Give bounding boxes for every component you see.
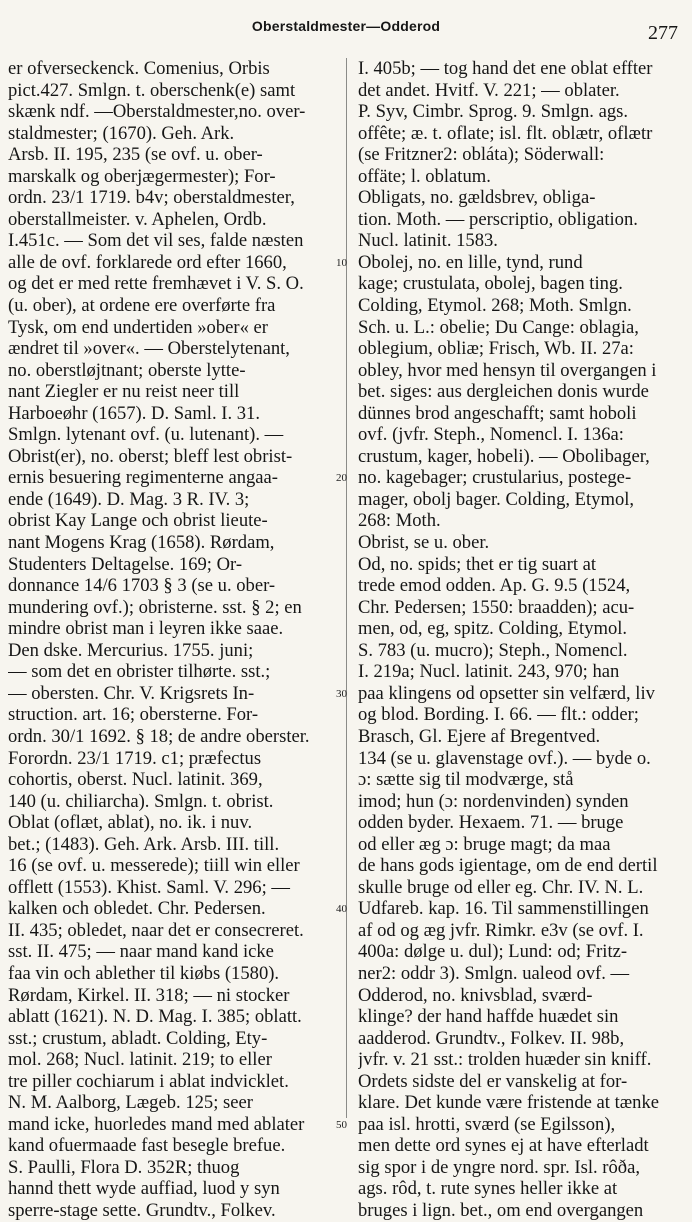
- text-line: Udfareb. kap. 16. Til sammenstillingen: [358, 898, 649, 920]
- text-line: de hans gods igientage, om de end dertil: [358, 855, 658, 877]
- text-line: I. 219a; Nucl. latinit. 243, 970; han: [358, 661, 620, 683]
- text-line: ændret til »over«. — Oberstelytenant,: [8, 338, 290, 360]
- text-line: Nucl. latinit. 1583.: [358, 230, 498, 252]
- text-line: nant Ziegler er nu reist neer till: [8, 381, 240, 403]
- text-line: nant Mogens Krag (1658). Rørdam,: [8, 532, 275, 554]
- text-line: kalken och obledet. Chr. Pedersen.: [8, 898, 266, 920]
- text-line: odden byder. Hexaem. 71. — bruge: [358, 812, 624, 834]
- text-line: ordn. 23/1 1719. b4v; oberstaldmester,: [8, 187, 295, 209]
- text-line: Obligats, no. gældsbrev, obliga-: [358, 187, 596, 209]
- line-number: 50: [336, 1118, 347, 1131]
- text-line: staldmester; (1670). Geh. Ark.: [8, 122, 235, 144]
- text-line: pict.427. Smlgn. t. oberschenk(e) samt: [8, 79, 296, 101]
- page-number: 277: [648, 22, 678, 44]
- column-rule: [346, 58, 347, 1118]
- text-line: I.451c. — Som det vil ses, falde næsten: [8, 230, 304, 252]
- text-line: og blod. Bording. I. 66. — flt.: odder;: [358, 704, 639, 726]
- text-line: Obrist(er), no. oberst; bleff lest obrist-: [8, 445, 293, 467]
- text-line: mundering ovf.); obristerne. sst. § 2; en: [8, 596, 302, 618]
- text-line: I. 405b; — tog hand det ene oblat effter: [358, 58, 653, 79]
- text-line: skulle bruge od eller eg. Chr. IV. N. L.: [358, 876, 644, 898]
- text-line: det andet. Hvitf. V. 221; — oblater.: [358, 79, 620, 101]
- text-line: tion. Moth. — perscriptio, obligation.: [358, 208, 638, 230]
- text-line: offäte; l. oblatum.: [358, 165, 491, 187]
- text-line: offête; æ. t. oflate; isl. flt. oblætr, oflætr: [358, 122, 653, 144]
- text-line: oblegium, obliæ; Frisch, Wb. II. 27a:: [358, 338, 634, 360]
- text-line: kand ofuermaade fast besegle brefue.: [8, 1135, 286, 1157]
- text-line: Brasch, Gl. Ejere af Bregentved.: [358, 725, 601, 747]
- text-line: Oblat (oflæt, ablat), no. ik. i nuv.: [8, 812, 253, 834]
- text-line: (se Fritzner2: obláta); Söderwall:: [358, 144, 605, 166]
- text-line: mindre obrist man i leyren ikke saae.: [8, 618, 284, 640]
- text-line: bet. siges: aus dergleichen donis wurde: [358, 381, 649, 403]
- text-line: men, od, eg, spitz. Colding, Etymol.: [358, 618, 628, 640]
- text-line: donnance 14/6 1703 § 3 (se u. ober-: [8, 575, 276, 597]
- text-line: ɔ: sætte sig til modværge, stå: [358, 769, 574, 791]
- text-line: mand icke, huorledes mand med ablater: [8, 1113, 305, 1135]
- text-line: ags. rôd, t. rute synes heller ikke at: [358, 1178, 618, 1200]
- text-line: Tysk, om end undertiden »ober« er: [8, 316, 268, 338]
- text-line: Harboeøhr (1657). D. Saml. I. 31.: [8, 402, 260, 424]
- text-line: offlett (1553). Khist. Saml. V. 296; —: [8, 876, 291, 898]
- text-line: 400a: dølge u. dul); Lund: od; Fritz-: [358, 941, 628, 963]
- text-line: — som det en obrister tilhørte. sst.;: [8, 661, 271, 683]
- text-line: Den dske. Mercurius. 1755. juni;: [8, 639, 254, 661]
- line-number: 30: [336, 687, 347, 700]
- text-line: obley, hvor med hensyn til overgangen i: [358, 359, 657, 381]
- text-line: aadderod. Grundtv., Folkev. II. 98b,: [358, 1027, 625, 1049]
- text-line: er ofverseckenck. Comenius, Orbis: [8, 58, 270, 79]
- text-line: hannd thett wyde auffiad, luod y syn: [8, 1178, 280, 1200]
- text-line: P. Syv, Cimbr. Sprog. 9. Smlgn. ags.: [358, 101, 628, 123]
- text-line: mager, obolj bager. Colding, Etymol,: [358, 488, 635, 510]
- text-line: paa klingens od opsetter sin velfærd, liv: [358, 682, 655, 704]
- text-line: Arsb. II. 195, 235 (se ovf. u. ober-: [8, 144, 263, 166]
- text-line: S. Paulli, Flora D. 352R; thuog: [8, 1156, 240, 1178]
- text-line: od eller æg ɔ: bruge magt; da maa: [358, 833, 611, 855]
- right-column: [358, 58, 686, 1222]
- left-column: [8, 58, 336, 1222]
- text-line: klare. Det kunde være fristende at tænke: [358, 1092, 660, 1114]
- text-line: Odderod, no. knivsblad, sværd-: [358, 984, 593, 1006]
- text-line: skænk ndf. —Oberstaldmester,no. over-: [8, 101, 306, 123]
- text-line: Forordn. 23/1 1719. c1; præfectus: [8, 747, 262, 769]
- text-line: cohortis, oberst. Nucl. latinit. 369,: [8, 769, 263, 791]
- text-line: Rørdam, Kirkel. II. 318; — ni stocker: [8, 984, 290, 1006]
- text-line: Od, no. spids; thet er tig suart at: [358, 553, 597, 575]
- text-line: no. kagebager; crustularius, postege-: [358, 467, 632, 489]
- text-line: Obrist, se u. ober.: [358, 532, 490, 554]
- text-line: tre piller cochiarum i ablat indvicklet.: [8, 1070, 289, 1092]
- text-line: bruges i lign. bet., om end overgangen: [358, 1199, 644, 1221]
- text-line: oberstallmeister. v. Aphelen, Ordb.: [8, 208, 267, 230]
- running-header: [0, 16, 692, 46]
- text-line: Smlgn. lytenant ovf. (u. lutenant). —: [8, 424, 284, 446]
- text-line: Ordets sidste del er vanskelig at for-: [358, 1070, 628, 1092]
- text-line: alle de ovf. forklarede ord efter 1660,: [8, 251, 287, 273]
- text-line: Colding, Etymol. 268; Moth. Smlgn.: [358, 295, 632, 317]
- text-line: af od og æg jvfr. Rimkr. e3v (se ovf. I.: [358, 919, 644, 941]
- text-line: imod; hun (ɔ: nordenvinden) synden: [358, 790, 629, 812]
- text-line: ovf. (jvfr. Steph., Nomencl. I. 136a:: [358, 424, 624, 446]
- text-line: trede emod odden. Ap. G. 9.5 (1524,: [358, 575, 631, 597]
- text-line: Chr. Pedersen; 1550: braadden); acu-: [358, 596, 635, 618]
- text-line: Obolej, no. en lille, tynd, rund: [358, 251, 583, 273]
- line-number: 40: [336, 903, 347, 916]
- text-line: ende (1649). D. Mag. 3 R. IV. 3;: [8, 488, 250, 510]
- text-line: (u. ober), at ordene ere overførte fra: [8, 295, 276, 317]
- text-line: paa isl. hrotti, sværd (se Egilsson),: [358, 1113, 616, 1135]
- text-line: kage; crustulata, obolej, bagen ting.: [358, 273, 623, 295]
- text-line: marskalk og oberjægermester); For-: [8, 165, 276, 187]
- text-line: ablatt (1621). N. D. Mag. I. 385; oblatt.: [8, 1006, 302, 1028]
- text-line: dünnes brod angeschafft; samt hoboli: [358, 402, 637, 424]
- line-number: 20: [336, 472, 347, 485]
- text-line: sst. II. 475; — naar mand kand icke: [8, 941, 274, 963]
- text-line: klinge? der hand haffde huædet sin: [358, 1006, 619, 1028]
- text-line: mol. 268; Nucl. latinit. 219; to eller: [8, 1049, 272, 1071]
- line-number: 10: [336, 256, 347, 269]
- text-line: og det er med rette fremhævet i V. S. O.: [8, 273, 304, 295]
- text-line: crustum, kager, hobeli). — Obolibager,: [358, 445, 650, 467]
- text-line: no. oberstløjtnant; oberste lytte-: [8, 359, 246, 381]
- text-line: N. M. Aalborg, Lægeb. 125; seer: [8, 1092, 253, 1114]
- text-line: sperre-stage sette. Grundtv., Folkev.: [8, 1199, 276, 1221]
- text-line: — obersten. Chr. V. Krigsrets In-: [8, 682, 255, 704]
- text-line: 134 (se u. glavenstage ovf.). — byde o.: [358, 747, 651, 769]
- header-title: Oberstaldmester—Odderod: [251, 18, 441, 34]
- text-line: Studenters Deltagelse. 169; Or-: [8, 553, 243, 575]
- text-line: ner2: oddr 3). Smlgn. ualeod ovf. —: [358, 962, 630, 984]
- text-line: II. 435; obledet, naar det er consecreret.: [8, 919, 304, 941]
- text-line: sig spor i de yngre nord. spr. Isl. rôða,: [358, 1156, 640, 1178]
- text-line: faa vin och ablether til kiøbs (1580).: [8, 962, 280, 984]
- text-line: bet.; (1483). Geh. Ark. Arsb. III. till.: [8, 833, 280, 855]
- text-line: ernis besuering regimenterne angaa-: [8, 467, 278, 489]
- text-line: jvfr. v. 21 sst.: trolden huæder sin kniff.: [358, 1049, 652, 1071]
- text-line: struction. art. 16; obersterne. For-: [8, 704, 259, 726]
- text-line: ordn. 30/1 1692. § 18; de andre oberster.: [8, 725, 310, 747]
- text-line: men dette ord synes ej at have efterladt: [358, 1135, 649, 1157]
- text-line: 140 (u. chiliarcha). Smlgn. t. obrist.: [8, 790, 274, 812]
- text-line: 16 (se ovf. u. messerede); tiill win eller: [8, 855, 300, 877]
- text-line: S. 783 (u. mucro); Steph., Nomencl.: [358, 639, 628, 661]
- text-line: obrist Kay Lange och obrist lieute-: [8, 510, 268, 532]
- text-line: Sch. u. L.: obelie; Du Cange: oblagia,: [358, 316, 639, 338]
- text-line: sst.; crustum, abladt. Colding, Ety-: [8, 1027, 268, 1049]
- text-line: 268: Moth.: [358, 510, 441, 532]
